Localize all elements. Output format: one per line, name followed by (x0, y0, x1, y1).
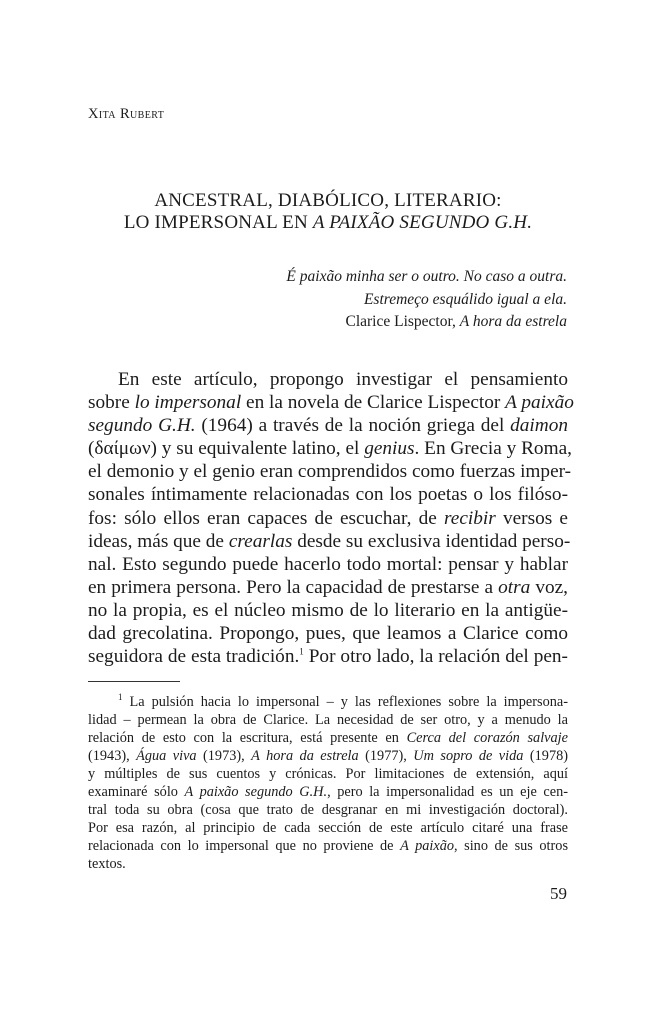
footnote-line: examinaré sólo A paixão segundo G.H., pero la impersonalidad es un eje cen- (88, 784, 568, 800)
footnote-line: lidad – permean la obra de Clarice. La necesidad de ser otro, y a menudo la (88, 712, 568, 728)
running-header-author: Xita Rubert (88, 106, 165, 122)
footnote-separator (88, 681, 180, 682)
epigraph-text-1: É paixão minha ser o outro. No caso a outra. (286, 268, 567, 285)
title-prefix: LO IMPERSONAL EN (123, 212, 313, 233)
body-line: segundo G.H. (1964) a través de la noción griega del daimon (88, 415, 568, 437)
body-line: En este artículo, propongo investigar el pensamiento (118, 369, 568, 390)
epigraph-source-author: Clarice Lispector, (345, 313, 460, 330)
page-number: 59 (550, 884, 567, 903)
body-line: ideas, más que de crearlas desde su exclusiva identidad perso- (88, 530, 571, 552)
footnote-line: relación de esto con la escritura, está presente en Cerca del corazón salvaje (88, 730, 568, 746)
footnote-line: tral toda su obra (cosa que trato de desgranar en mi investigación doctoral). (88, 802, 568, 818)
body-line: fos: sólo ellos eran capaces de escuchar, de recibir versos e (88, 507, 568, 529)
article-title-line-2 (88, 212, 568, 234)
footnote-line: $^1$ La pulsión hacia lo impersonal – y las reflexiones sobre la impersona- (118, 692, 568, 710)
footnote (88, 693, 568, 873)
body-line: (δαίμων) y su equivalente latino, el genius. En Grecia y Roma, (88, 438, 572, 460)
title-italic-work: A PAIXÃO SEGUNDO G.H. (312, 212, 533, 233)
footnote-reference[interactable]: 1 (299, 646, 304, 657)
body-line: nal. Esto segundo puede hacerlo todo mortal: pensar y hablar (88, 553, 568, 575)
body-line: en primera persona. Pero la capacidad de prestarse a otra voz, (88, 576, 569, 598)
footnote-line: Por esa razón, al principio de cada sección de este artículo citaré una frase (88, 820, 568, 836)
body-line: sobre lo impersonal en la novela de Clarice Lispector A paixão (88, 392, 574, 414)
article-title-line-1: ANCESTRAL, DIABÓLICO, LITERARIO: (154, 190, 502, 211)
footnote-line: textos. (88, 856, 126, 872)
footnote-line: (1943), Água viva (1973), A hora da estrela (1977), Um sopro de vida (1978) (88, 748, 569, 764)
epigraph-text-2: Estremeço esquálido igual a ela. (363, 291, 567, 308)
epigraph-line-1 (286, 268, 567, 286)
body-paragraph (88, 368, 574, 668)
epigraph-line-2 (364, 291, 567, 309)
body-line: no la propia, es el núcleo mismo de lo literario en la antigüe- (88, 599, 568, 621)
body-line: dad grecolatina. Propongo, pues, que leamos a Clarice como (88, 623, 568, 645)
body-line: el demonio y el genio eran comprendidos como fuerzas imper- (88, 461, 572, 483)
epigraph-source-work: A hora da estrela (459, 313, 567, 330)
footnote-line: relacionada con lo impersonal que no proviene de A paixão, sino de sus otros (88, 838, 569, 854)
epigraph-source (345, 313, 567, 331)
body-line: seguidora de esta tradición.$^1$ Por otro lado, la relación del pen- (88, 646, 568, 668)
footnote-marker: 1 (118, 692, 123, 703)
body-line: sonales íntimamente relacionadas con los poetas o los filóso- (88, 484, 568, 506)
footnote-line: y múltiples de sus cuentos y crónicas. Por limitaciones de extensión, aquí (88, 766, 568, 782)
